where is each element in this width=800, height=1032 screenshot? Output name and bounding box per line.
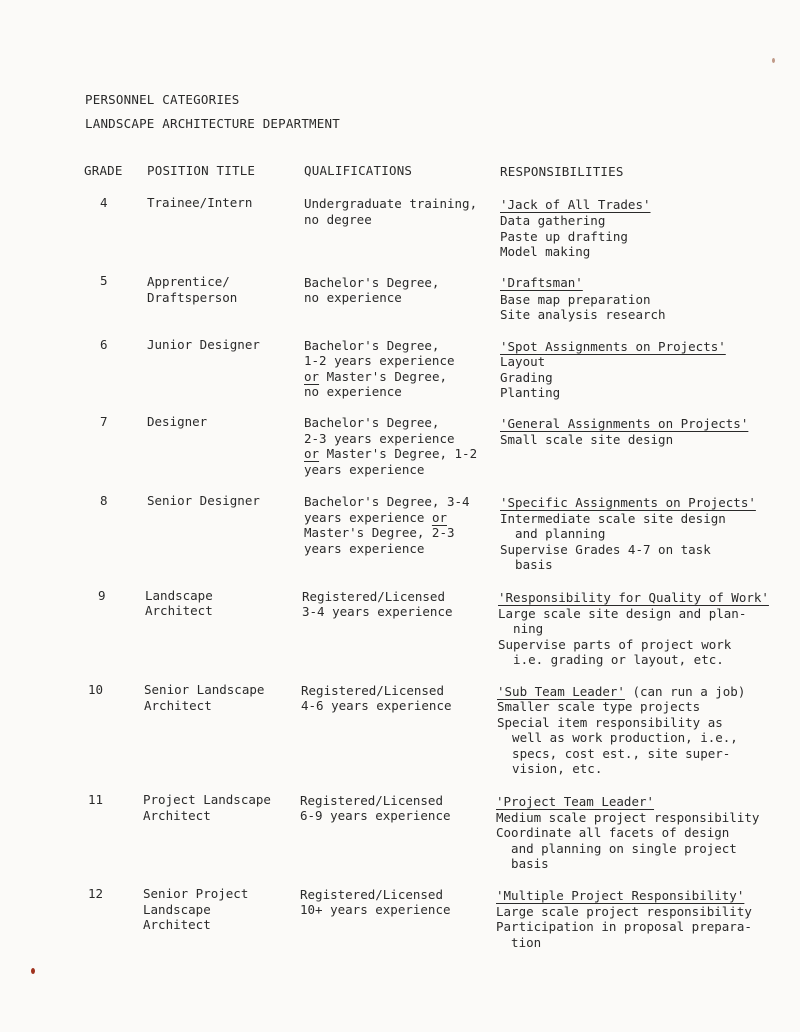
position-title: Junior Designer [147, 337, 260, 352]
responsibility-line: specs, cost est., site super- [497, 746, 731, 761]
column-header-responsibilities: RESPONSIBILITIES [500, 164, 624, 179]
responsibility-line: and planning on single project [496, 841, 737, 856]
qualification-line: Undergraduate training, [304, 196, 478, 211]
qualification-line: 6-9 years experience [300, 808, 451, 823]
qualification-line: Master's Degree, 2-3 [304, 525, 455, 540]
responsibility-title: 'Responsibility for Quality of Work' [498, 590, 769, 605]
responsibility-line: Special item responsibility as [497, 715, 723, 730]
qualification-line [304, 446, 477, 462]
qualification-line: 10+ years experience [300, 902, 451, 917]
grade-number: 6 [100, 337, 108, 352]
qualification-line: Registered/Licensed [300, 887, 443, 902]
grade-number: 9 [98, 588, 106, 603]
responsibility-title: 'Specific Assignments on Projects' [500, 495, 756, 510]
paper-speck [772, 58, 775, 63]
grade-number: 4 [100, 195, 108, 210]
position-title: Project Landscape [143, 792, 271, 807]
position-title: Architect [143, 917, 211, 932]
responsibility-line: tion [496, 935, 542, 950]
responsibility-line: Model making [500, 244, 591, 259]
qualification-line: 1-2 years experience [304, 353, 455, 368]
paper-speck [31, 968, 35, 974]
responsibility-line: ning [498, 621, 544, 636]
responsibility-line: well as work production, i.e., [497, 730, 738, 745]
header-line-2: LANDSCAPE ARCHITECTURE DEPARTMENT [85, 116, 340, 131]
qualification-line: Registered/Licensed [302, 589, 445, 604]
responsibility-title: 'General Assignments on Projects' [500, 416, 749, 431]
responsibility-line: Smaller scale type projects [497, 699, 701, 714]
responsibility-line: vision, etc. [497, 761, 603, 776]
or-underlined: or [304, 369, 320, 384]
grade-number: 11 [88, 792, 104, 807]
responsibility-line: basis [496, 856, 549, 871]
position-title: Architect [145, 603, 213, 618]
column-header-qualifications: QUALIFICATIONS [304, 163, 413, 178]
responsibility-line: Data gathering [500, 213, 606, 228]
column-header-position: POSITION TITLE [147, 163, 256, 178]
qualification-text: Master's Degree, 1-2 [319, 446, 478, 461]
responsibility-line: i.e. grading or layout, etc. [498, 652, 724, 667]
position-title: Landscape [145, 588, 213, 603]
grade-number: 5 [100, 273, 108, 288]
qualification-line: years experience [304, 462, 425, 477]
qualification-line: Bachelor's Degree, [304, 275, 440, 290]
responsibility-line: Planting [500, 385, 561, 400]
qualification-line: Registered/Licensed [301, 683, 444, 698]
responsibility-line: Base map preparation [500, 292, 651, 307]
responsibility-line: Participation in proposal prepara- [496, 919, 752, 934]
responsibility-title: 'Spot Assignments on Projects' [500, 339, 726, 354]
position-title: Trainee/Intern [147, 195, 253, 210]
qualification-line: no experience [304, 290, 402, 305]
column-header-grade: GRADE [84, 163, 123, 178]
responsibility-title-line [497, 684, 745, 700]
responsibility-line: and planning [500, 526, 606, 541]
responsibility-title: 'Draftsman' [500, 275, 583, 290]
position-title: Draftsperson [147, 290, 238, 305]
qualification-line: Bachelor's Degree, [304, 415, 440, 430]
responsibility-line: Coordinate all facets of design [496, 825, 730, 840]
responsibility-title: 'Jack of All Trades' [500, 197, 651, 212]
responsibility-line: basis [500, 557, 553, 572]
grade-number: 12 [88, 886, 104, 901]
responsibility-title: 'Project Team Leader' [496, 794, 655, 809]
responsibility-line: Grading [500, 370, 553, 385]
position-title: Senior Designer [147, 493, 260, 508]
qualification-line [304, 510, 447, 526]
position-title: Senior Project [143, 886, 249, 901]
grade-number: 7 [100, 414, 108, 429]
qualification-line: Registered/Licensed [300, 793, 443, 808]
qualification-line: years experience [304, 541, 425, 556]
responsibility-line: Large scale project responsibility [496, 904, 752, 919]
qualification-line: no degree [304, 212, 372, 227]
or-underlined: or [304, 446, 320, 461]
grade-number: 10 [88, 682, 104, 697]
qualification-line: 4-6 years experience [301, 698, 452, 713]
position-title: Landscape [143, 902, 211, 917]
qualification-line: 3-4 years experience [302, 604, 453, 619]
qualification-line: Bachelor's Degree, [304, 338, 440, 353]
responsibility-line: Layout [500, 354, 546, 369]
responsibility-line: Large scale site design and plan- [498, 606, 747, 621]
qualification-text: Master's Degree, [319, 369, 447, 384]
position-title: Apprentice/ [147, 274, 230, 289]
responsibility-line: Site analysis research [500, 307, 666, 322]
responsibility-line: Medium scale project responsibility [496, 810, 760, 825]
qualification-line [304, 369, 447, 385]
position-title: Architect [144, 698, 212, 713]
responsibility-line: Supervise Grades 4-7 on task [500, 542, 711, 557]
qualification-line: 2-3 years experience [304, 431, 455, 446]
responsibility-note: (can run a job) [624, 684, 746, 699]
qualification-line: no experience [304, 384, 402, 399]
responsibility-line: Small scale site design [500, 432, 674, 447]
responsibility-line: Paste up drafting [500, 229, 628, 244]
position-title: Architect [143, 808, 211, 823]
qualification-line: Bachelor's Degree, 3-4 [304, 494, 470, 509]
qualification-text: years experience [304, 510, 432, 525]
responsibility-title: 'Multiple Project Responsibility' [496, 888, 745, 903]
position-title: Senior Landscape [144, 682, 265, 697]
position-title: Designer [147, 414, 208, 429]
responsibility-line: Supervise parts of project work [498, 637, 732, 652]
grade-number: 8 [100, 493, 108, 508]
responsibility-title: 'Sub Team Leader' [497, 684, 625, 699]
header-line-1: PERSONNEL CATEGORIES [85, 92, 240, 107]
responsibility-line: Intermediate scale site design [500, 511, 726, 526]
or-underlined: or [431, 510, 447, 525]
